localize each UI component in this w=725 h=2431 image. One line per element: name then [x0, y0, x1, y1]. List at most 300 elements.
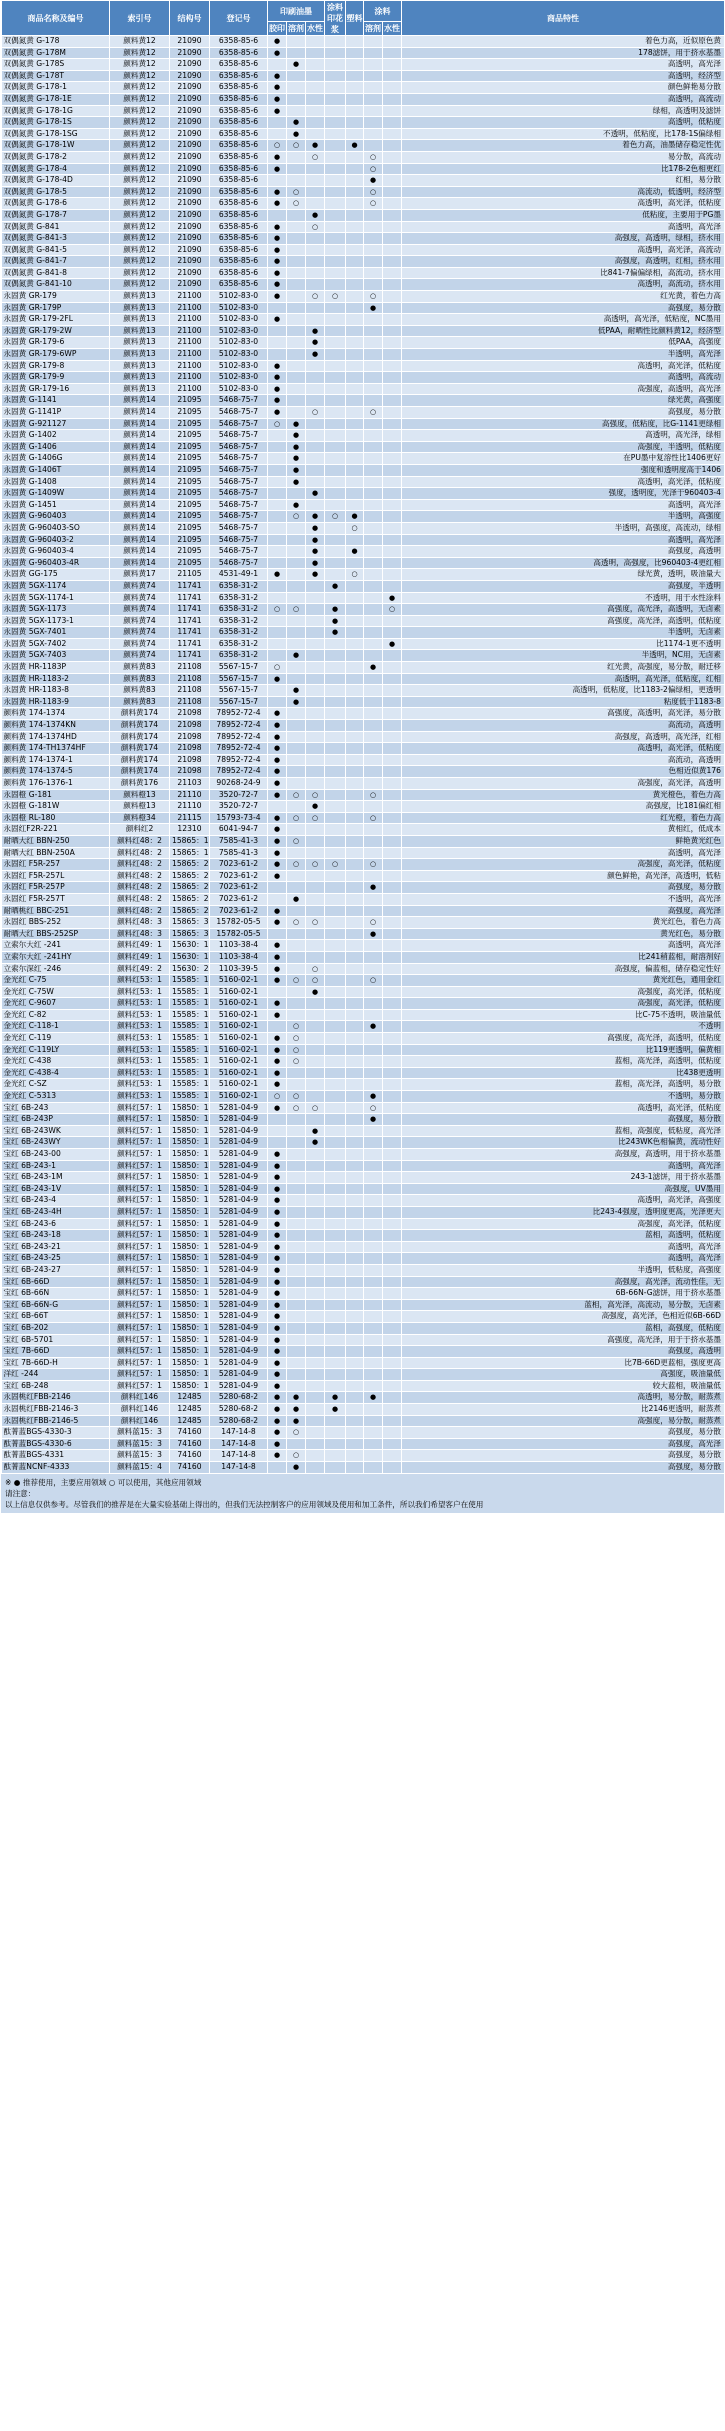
application-marker-cell: [383, 1091, 402, 1103]
application-marker-cell: [325, 847, 346, 859]
application-marker-cell: [364, 256, 383, 268]
application-marker-cell: [383, 1438, 402, 1450]
application-marker-cell: [364, 499, 383, 511]
application-marker-cell: [346, 847, 364, 859]
color-index-cell: 颜料黄74: [110, 638, 170, 650]
application-marker-cell: [325, 1067, 346, 1079]
structure-no-cell: 15850：1: [170, 1264, 210, 1276]
application-marker-cell: [325, 82, 346, 94]
product-name-cell: 宝红 6B-243P: [2, 1114, 110, 1126]
application-marker-cell: [306, 1415, 325, 1427]
application-marker-cell: [346, 209, 364, 221]
table-row: [2, 198, 725, 210]
properties-cell: 蓝相，高强度，低粘度: [402, 1322, 725, 1334]
application-marker-cell: [364, 743, 383, 755]
application-marker-cell: [346, 198, 364, 210]
application-marker-cell: [346, 1380, 364, 1392]
registration-no-cell: 5102-83-0: [210, 383, 268, 395]
application-marker-cell: [306, 673, 325, 685]
application-marker-cell: [325, 975, 346, 987]
application-marker-cell: [306, 743, 325, 755]
table-row: [2, 1241, 725, 1253]
table-row: [2, 372, 725, 384]
structure-no-cell: 21095: [170, 534, 210, 546]
structure-no-cell: 11741: [170, 627, 210, 639]
application-marker-cell: [346, 175, 364, 187]
application-marker-cell: [325, 430, 346, 442]
application-marker-cell: [325, 418, 346, 430]
product-name-cell: 永固黄 GG-175: [2, 569, 110, 581]
registration-no-cell: 5281-04-9: [210, 1276, 268, 1288]
application-marker-cell: ●: [268, 1369, 287, 1381]
header-color-index: 索引号: [110, 1, 170, 36]
color-index-cell: 颜料黄13: [110, 349, 170, 361]
application-marker-cell: [383, 580, 402, 592]
properties-cell: 着色力高，油墨储存稳定性优: [402, 140, 725, 152]
application-marker-cell: [364, 835, 383, 847]
application-marker-cell: [383, 325, 402, 337]
properties-cell: 比7B-66D更蓝相，强度更高: [402, 1357, 725, 1369]
application-marker-cell: [364, 372, 383, 384]
registration-no-cell: 5281-04-9: [210, 1322, 268, 1334]
application-marker-cell: [346, 685, 364, 697]
application-marker-cell: [383, 859, 402, 871]
registration-no-cell: 5280-68-2: [210, 1415, 268, 1427]
table-row: [2, 1450, 725, 1462]
registration-no-cell: 5281-04-9: [210, 1288, 268, 1300]
registration-no-cell: 5160-02-1: [210, 1067, 268, 1079]
application-marker-cell: [287, 986, 306, 998]
application-marker-cell: [364, 1369, 383, 1381]
product-name-cell: 永固黄 G-921127: [2, 418, 110, 430]
application-marker-cell: [346, 163, 364, 175]
application-marker-cell: ●: [268, 673, 287, 685]
application-marker-cell: ●: [306, 569, 325, 581]
application-marker-cell: ●: [268, 383, 287, 395]
application-marker-cell: ●: [364, 302, 383, 314]
application-marker-cell: [287, 1114, 306, 1126]
application-marker-cell: [346, 673, 364, 685]
application-marker-cell: [346, 93, 364, 105]
application-marker-cell: ○: [325, 859, 346, 871]
application-marker-cell: [383, 117, 402, 129]
registration-no-cell: 78952-72-4: [210, 708, 268, 720]
color-index-cell: 颜料黄13: [110, 291, 170, 303]
properties-cell: 比243-4强度，透明度更高，光泽更大: [402, 1206, 725, 1218]
registration-no-cell: 15782-05-5: [210, 928, 268, 940]
color-index-cell: 颜料黄174: [110, 743, 170, 755]
properties-cell: 半透明，高强度，高流动，绿相: [402, 522, 725, 534]
registration-no-cell: 5281-04-9: [210, 1230, 268, 1242]
properties-cell: 半透明，NC用，无卤素: [402, 650, 725, 662]
application-marker-cell: [287, 1009, 306, 1021]
properties-cell: 高强度，高光泽，低粘度: [402, 986, 725, 998]
application-marker-cell: [364, 557, 383, 569]
properties-cell: 颜色鲜艳易分散: [402, 82, 725, 94]
product-name-cell: 宝红 6B-243-6: [2, 1218, 110, 1230]
application-marker-cell: [346, 998, 364, 1010]
structure-no-cell: 21090: [170, 105, 210, 117]
application-marker-cell: ●: [287, 453, 306, 465]
application-marker-cell: ●: [268, 754, 287, 766]
application-marker-cell: ○: [268, 140, 287, 152]
registration-no-cell: 5281-04-9: [210, 1380, 268, 1392]
product-name-cell: 永固黄 G-960403: [2, 511, 110, 523]
application-marker-cell: [364, 650, 383, 662]
application-marker-cell: [268, 499, 287, 511]
color-index-cell: 颜料红53：1: [110, 1091, 170, 1103]
header-registration-no: 登记号: [210, 1, 268, 36]
color-index-cell: 颜料红57：1: [110, 1276, 170, 1288]
application-marker-cell: [325, 766, 346, 778]
application-marker-cell: [306, 1021, 325, 1033]
table-row: [2, 928, 725, 940]
application-marker-cell: [364, 940, 383, 952]
application-marker-cell: [325, 1079, 346, 1091]
application-marker-cell: [364, 233, 383, 245]
application-marker-cell: [306, 82, 325, 94]
structure-no-cell: 21090: [170, 244, 210, 256]
structure-no-cell: 21090: [170, 256, 210, 268]
application-marker-cell: ●: [287, 128, 306, 140]
application-marker-cell: [325, 778, 346, 790]
application-marker-cell: [325, 1253, 346, 1265]
subheader-paint-water: 水性: [383, 22, 402, 36]
application-marker-cell: [364, 1299, 383, 1311]
application-marker-cell: [383, 488, 402, 500]
application-marker-cell: ○: [287, 604, 306, 616]
structure-no-cell: 11741: [170, 592, 210, 604]
table-row: [2, 221, 725, 233]
structure-no-cell: 15865：3: [170, 917, 210, 929]
table-row: [2, 917, 725, 929]
properties-cell: 高透明，易分散，耐蒸煮: [402, 1392, 725, 1404]
application-marker-cell: [306, 383, 325, 395]
application-marker-cell: [383, 1033, 402, 1045]
table-row: [2, 1172, 725, 1184]
product-name-cell: 永固红 F5R-257: [2, 859, 110, 871]
table-row: [2, 905, 725, 917]
application-marker-cell: [306, 233, 325, 245]
structure-no-cell: 21095: [170, 407, 210, 419]
application-marker-cell: ○: [364, 198, 383, 210]
properties-cell: 高强度，高透明，高光泽，易分散: [402, 708, 725, 720]
application-marker-cell: [346, 951, 364, 963]
product-name-cell: 永固黄 5GX-7402: [2, 638, 110, 650]
application-marker-cell: ●: [364, 1114, 383, 1126]
application-marker-cell: ●: [306, 986, 325, 998]
registration-no-cell: 5281-04-9: [210, 1183, 268, 1195]
product-name-cell: 永固黄 G-1402: [2, 430, 110, 442]
application-marker-cell: [287, 963, 306, 975]
registration-no-cell: 5468-75-7: [210, 430, 268, 442]
color-index-cell: 颜料黄12: [110, 151, 170, 163]
application-marker-cell: [325, 592, 346, 604]
properties-cell: 高强度，易分散: [402, 1427, 725, 1439]
registration-no-cell: 5102-83-0: [210, 302, 268, 314]
application-marker-cell: [268, 302, 287, 314]
application-marker-cell: [383, 673, 402, 685]
application-marker-cell: [268, 638, 287, 650]
table-row: [2, 186, 725, 198]
structure-no-cell: 15865：2: [170, 882, 210, 894]
registration-no-cell: 5102-83-0: [210, 291, 268, 303]
registration-no-cell: 78952-72-4: [210, 743, 268, 755]
properties-cell: 高强度，UV墨用: [402, 1183, 725, 1195]
structure-no-cell: 15630：1: [170, 940, 210, 952]
application-marker-cell: [383, 986, 402, 998]
registration-no-cell: 6358-85-6: [210, 82, 268, 94]
structure-no-cell: 21098: [170, 731, 210, 743]
application-marker-cell: [325, 1415, 346, 1427]
application-marker-cell: ●: [268, 1311, 287, 1323]
application-marker-cell: [306, 128, 325, 140]
application-marker-cell: [287, 580, 306, 592]
application-marker-cell: [306, 1253, 325, 1265]
application-marker-cell: [325, 1218, 346, 1230]
application-marker-cell: ●: [287, 685, 306, 697]
application-marker-cell: ●: [364, 1091, 383, 1103]
product-name-cell: 颜料黄 174-1374-1: [2, 754, 110, 766]
structure-no-cell: 21098: [170, 754, 210, 766]
table-row: [2, 1311, 725, 1323]
application-marker-cell: [287, 337, 306, 349]
registration-no-cell: 5281-04-9: [210, 1311, 268, 1323]
application-marker-cell: ○: [306, 859, 325, 871]
application-marker-cell: [364, 488, 383, 500]
application-marker-cell: [287, 1264, 306, 1276]
product-name-cell: 金光红 C-5313: [2, 1091, 110, 1103]
application-marker-cell: [346, 59, 364, 71]
product-name-cell: 双偶氮黄 G-178-7: [2, 209, 110, 221]
subheader-ink-solvent: 溶剂: [287, 22, 306, 36]
properties-cell: 色相近似黄176: [402, 766, 725, 778]
application-marker-cell: [325, 1114, 346, 1126]
application-marker-cell: [383, 557, 402, 569]
product-name-cell: 永固黄 GR-179P: [2, 302, 110, 314]
application-marker-cell: ●: [268, 105, 287, 117]
application-marker-cell: [364, 604, 383, 616]
application-marker-cell: [383, 1056, 402, 1068]
application-marker-cell: [383, 221, 402, 233]
application-marker-cell: ●: [287, 464, 306, 476]
application-marker-cell: [306, 627, 325, 639]
application-marker-cell: [346, 1462, 364, 1474]
product-name-cell: 双偶氮黄 G-178T: [2, 70, 110, 82]
application-marker-cell: [306, 1369, 325, 1381]
application-marker-cell: [346, 360, 364, 372]
properties-cell: 红光黄，着色力高: [402, 291, 725, 303]
table-row: [2, 1091, 725, 1103]
application-marker-cell: [383, 360, 402, 372]
structure-no-cell: 11741: [170, 638, 210, 650]
properties-cell: 高强度，高透明: [402, 1346, 725, 1358]
application-marker-cell: ●: [287, 1462, 306, 1474]
color-index-cell: 颜料黄13: [110, 325, 170, 337]
application-marker-cell: [346, 302, 364, 314]
application-marker-cell: ●: [268, 859, 287, 871]
registration-no-cell: 5281-04-9: [210, 1160, 268, 1172]
registration-no-cell: 6358-85-6: [210, 209, 268, 221]
application-marker-cell: [287, 638, 306, 650]
application-marker-cell: [287, 1067, 306, 1079]
application-marker-cell: [287, 93, 306, 105]
application-marker-cell: [346, 824, 364, 836]
structure-no-cell: 21100: [170, 383, 210, 395]
application-marker-cell: [383, 1021, 402, 1033]
product-name-cell: 金光红 C-82: [2, 1009, 110, 1021]
color-index-cell: 颜料黄14: [110, 546, 170, 558]
product-name-cell: 颜料黄 174-1374HD: [2, 731, 110, 743]
product-name-cell: 永固黄 G-1406T: [2, 464, 110, 476]
properties-cell: 低PAA，高强度: [402, 337, 725, 349]
application-marker-cell: [325, 673, 346, 685]
application-marker-cell: [306, 766, 325, 778]
registration-no-cell: 5160-02-1: [210, 1021, 268, 1033]
application-marker-cell: [383, 256, 402, 268]
application-marker-cell: [383, 1299, 402, 1311]
application-marker-cell: [325, 1056, 346, 1068]
application-marker-cell: [325, 685, 346, 697]
color-index-cell: 颜料黄14: [110, 557, 170, 569]
properties-cell: 黄光红色，通用金红: [402, 975, 725, 987]
color-index-cell: 颜料黄12: [110, 279, 170, 291]
application-marker-cell: [325, 1288, 346, 1300]
properties-cell: 高透明，高光泽: [402, 847, 725, 859]
application-marker-cell: [364, 1230, 383, 1242]
structure-no-cell: 21090: [170, 279, 210, 291]
application-marker-cell: [325, 441, 346, 453]
structure-no-cell: 15850：1: [170, 1299, 210, 1311]
application-marker-cell: ●: [287, 59, 306, 71]
application-marker-cell: [364, 1427, 383, 1439]
application-marker-cell: [306, 1276, 325, 1288]
application-marker-cell: ●: [268, 233, 287, 245]
color-index-cell: 颜料黄174: [110, 708, 170, 720]
application-marker-cell: ○: [287, 1056, 306, 1068]
application-marker-cell: [383, 302, 402, 314]
color-index-cell: 颜料黄14: [110, 418, 170, 430]
application-marker-cell: ○: [306, 812, 325, 824]
registration-no-cell: 147-14-8: [210, 1450, 268, 1462]
color-index-cell: 颜料黄13: [110, 372, 170, 384]
product-name-cell: 永固黄 5GX-1174: [2, 580, 110, 592]
table-row: [2, 140, 725, 152]
structure-no-cell: 15865：1: [170, 835, 210, 847]
application-marker-cell: [325, 198, 346, 210]
color-index-cell: 颜料红48：2: [110, 859, 170, 871]
registration-no-cell: 5281-04-9: [210, 1264, 268, 1276]
color-index-cell: 颜料红53：1: [110, 986, 170, 998]
application-marker-cell: [383, 534, 402, 546]
registration-no-cell: 147-14-8: [210, 1462, 268, 1474]
application-marker-cell: [383, 151, 402, 163]
application-marker-cell: [346, 499, 364, 511]
registration-no-cell: 1103-38-4: [210, 951, 268, 963]
color-index-cell: 颜料黄12: [110, 105, 170, 117]
application-marker-cell: [325, 1311, 346, 1323]
properties-cell: 低粘度，主要用于PG墨: [402, 209, 725, 221]
registration-no-cell: 6358-31-2: [210, 604, 268, 616]
registration-no-cell: 5281-04-9: [210, 1137, 268, 1149]
registration-no-cell: 5160-02-1: [210, 1009, 268, 1021]
application-marker-cell: [346, 917, 364, 929]
properties-cell: 蓝相，高光泽，高流动，易分散，无卤素: [402, 1299, 725, 1311]
color-index-cell: 颜料红49：2: [110, 963, 170, 975]
properties-cell: 高强度，高光泽，低粘度: [402, 859, 725, 871]
properties-cell: 蓝相，高透明，低粘度: [402, 1230, 725, 1242]
application-marker-cell: [325, 70, 346, 82]
application-marker-cell: ●: [346, 511, 364, 523]
application-marker-cell: ○: [287, 186, 306, 198]
properties-cell: 蓝相，高光泽，高透明，低粘度: [402, 1056, 725, 1068]
application-marker-cell: [346, 47, 364, 59]
application-marker-cell: [325, 47, 346, 59]
application-marker-cell: [306, 720, 325, 732]
application-marker-cell: [325, 36, 346, 48]
application-marker-cell: [325, 117, 346, 129]
application-marker-cell: [306, 662, 325, 674]
table-row: [2, 1067, 725, 1079]
application-marker-cell: [346, 1276, 364, 1288]
structure-no-cell: 21090: [170, 117, 210, 129]
product-name-cell: 金光红 C-118-1: [2, 1021, 110, 1033]
color-index-cell: 颜料红48：2: [110, 905, 170, 917]
application-marker-cell: [364, 337, 383, 349]
structure-no-cell: 15850：1: [170, 1206, 210, 1218]
application-marker-cell: [346, 256, 364, 268]
application-marker-cell: [325, 1357, 346, 1369]
application-marker-cell: [383, 1334, 402, 1346]
color-index-cell: 颜料红57：1: [110, 1311, 170, 1323]
application-marker-cell: [383, 1067, 402, 1079]
application-marker-cell: [287, 36, 306, 48]
application-marker-cell: [268, 650, 287, 662]
properties-cell: 高透明，高流动: [402, 93, 725, 105]
table-row: [2, 464, 725, 476]
application-marker-cell: [346, 1137, 364, 1149]
application-marker-cell: [287, 534, 306, 546]
table-row: [2, 754, 725, 766]
application-marker-cell: [364, 1044, 383, 1056]
application-marker-cell: [287, 1357, 306, 1369]
structure-no-cell: 15585：1: [170, 1044, 210, 1056]
application-marker-cell: [306, 696, 325, 708]
application-marker-cell: [325, 407, 346, 419]
application-marker-cell: [306, 1172, 325, 1184]
application-marker-cell: [287, 708, 306, 720]
color-index-cell: 颜料红57：1: [110, 1206, 170, 1218]
application-marker-cell: [268, 1114, 287, 1126]
color-index-cell: 颜料黄174: [110, 720, 170, 732]
product-name-cell: 永固黄 5GX-7401: [2, 627, 110, 639]
notes-section: [1, 1474, 724, 1513]
color-index-cell: 颜料黄74: [110, 592, 170, 604]
application-marker-cell: [306, 453, 325, 465]
application-marker-cell: ●: [268, 1264, 287, 1276]
application-marker-cell: [383, 696, 402, 708]
application-marker-cell: ●: [268, 372, 287, 384]
application-marker-cell: [268, 685, 287, 697]
disclaimer-text: 以上信息仅供参考。尽管我们的推荐是在大量实验基础上得出的，但我们无法控制客户的应用领域及使用和加工条件，所以我们希望客户在使用: [5, 1499, 484, 1509]
application-marker-cell: [364, 47, 383, 59]
product-name-cell: 永固桃红FBB-2146-3: [2, 1404, 110, 1416]
application-marker-cell: ○: [306, 221, 325, 233]
application-marker-cell: [268, 627, 287, 639]
application-marker-cell: [325, 1137, 346, 1149]
application-marker-cell: [287, 105, 306, 117]
product-name-cell: 双偶氮黄 G-178-1W: [2, 140, 110, 152]
